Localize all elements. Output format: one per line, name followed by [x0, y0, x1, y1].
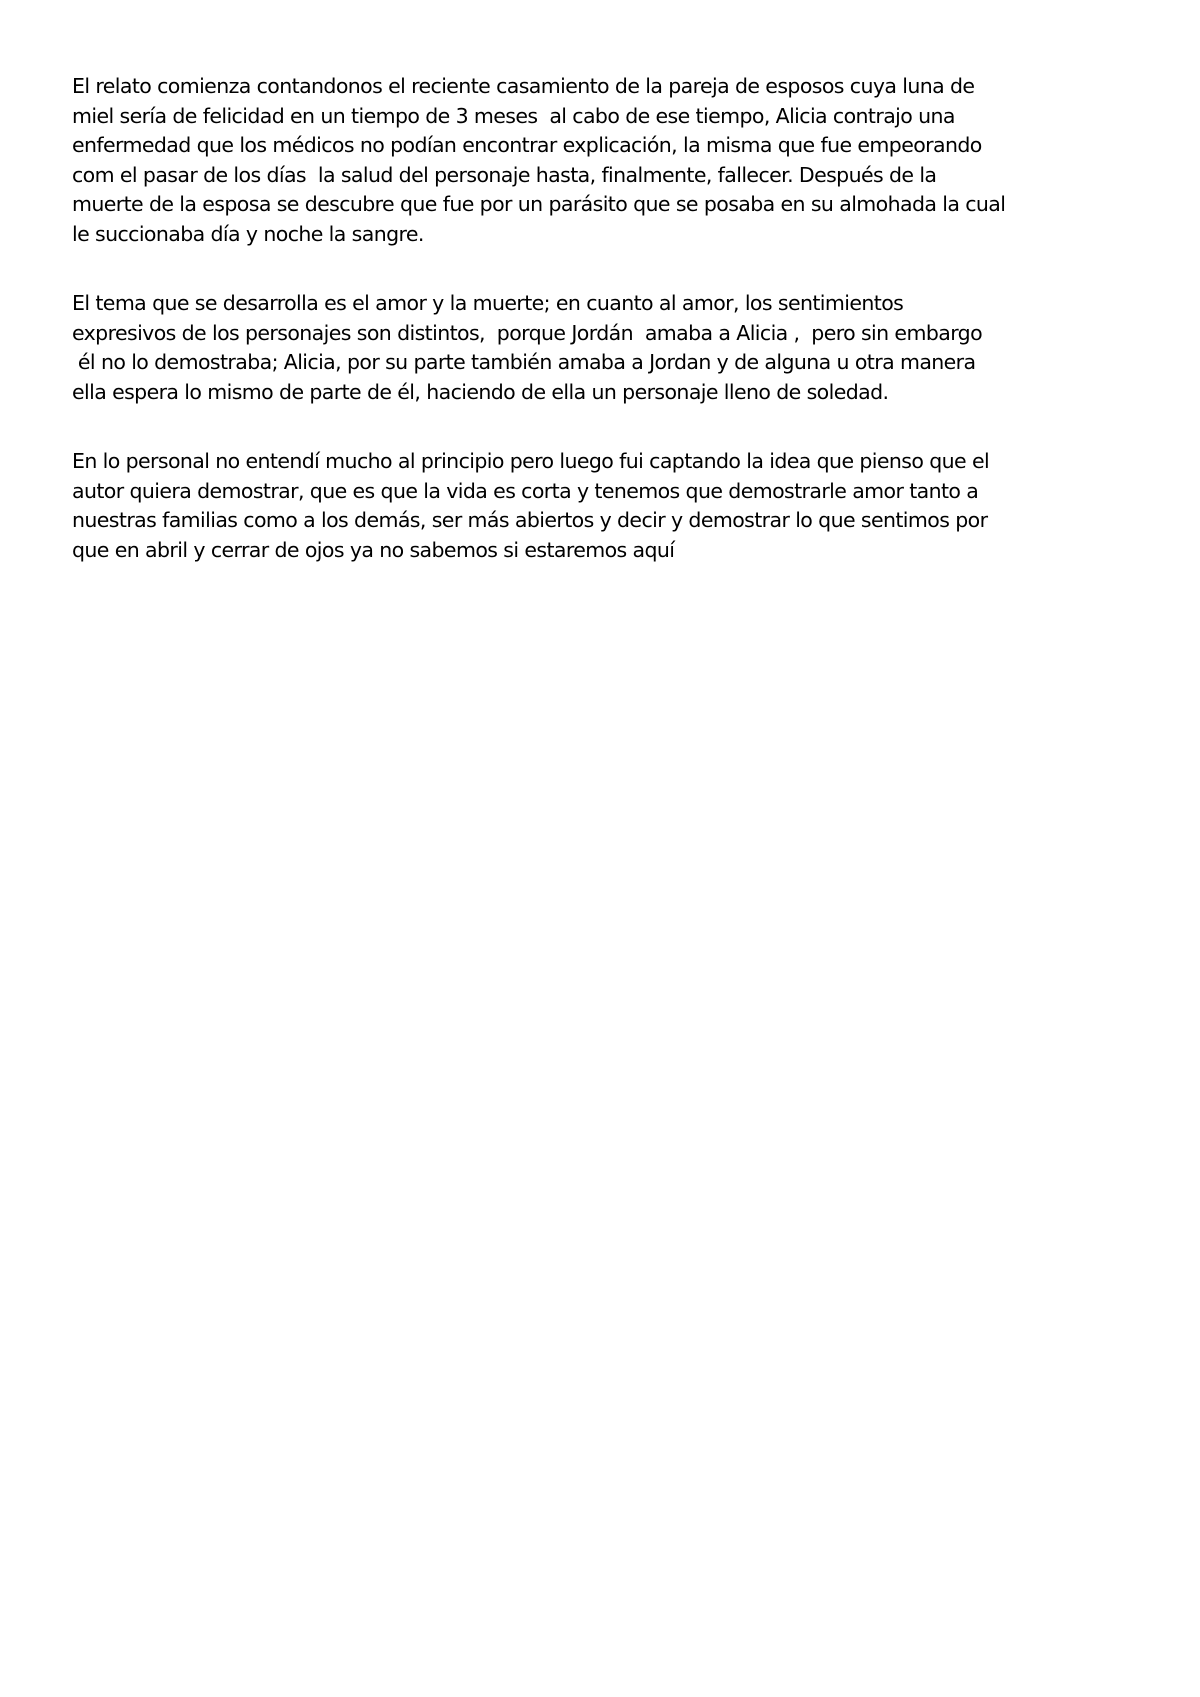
text-line: expresivos de los personajes son distintos, porque Jordán amaba a Alicia , pero sin embargo	[72, 320, 983, 345]
paragraph-theme	[72, 289, 1137, 407]
text-line: enfermedad que los médicos no podían encontrar explicación, la misma que fue empeorando	[72, 133, 982, 157]
text-line: ella espera lo mismo de parte de él, haciendo de ella un personaje lleno de soledad.	[72, 379, 889, 404]
document-body	[72, 72, 1137, 605]
text-line: le succionaba día y noche la sangre.	[72, 221, 424, 246]
text-line: muerte de la esposa se descubre que fue por un parásito que se posaba en su almohada la cual	[72, 192, 1006, 216]
text-line: El relato comienza contandonos el reciente casamiento de la pareja de esposos cuya luna de	[72, 74, 975, 98]
paragraph-opinion	[72, 447, 1137, 565]
text-line: él no lo demostraba; Alicia, por su parte también amaba a Jordan y de alguna u otra manera	[72, 350, 976, 374]
text-line: miel sería de felicidad en un tiempo de 3 meses al cabo de ese tiempo, Alicia contrajo una	[72, 103, 955, 128]
text-line: autor quiera demostrar, que es que la vida es corta y tenemos que demostrarle amor tanto a	[72, 478, 979, 503]
paragraph-summary	[72, 72, 1137, 249]
text-line: que en abril y cerrar de ojos ya no sabemos si estaremos aquí	[72, 537, 675, 562]
text-line: El tema que se desarrolla es el amor y la muerte; en cuanto al amor, los sentimientos	[72, 291, 904, 315]
text-line: En lo personal no entendí mucho al principio pero luego fui captando la idea que pienso que el	[72, 449, 990, 473]
text-line: nuestras familias como a los demás, ser más abiertos y decir y demostrar lo que sentimos por	[72, 508, 988, 532]
text-line: com el pasar de los días la salud del personaje hasta, finalmente, fallecer. Después de la	[72, 162, 937, 187]
